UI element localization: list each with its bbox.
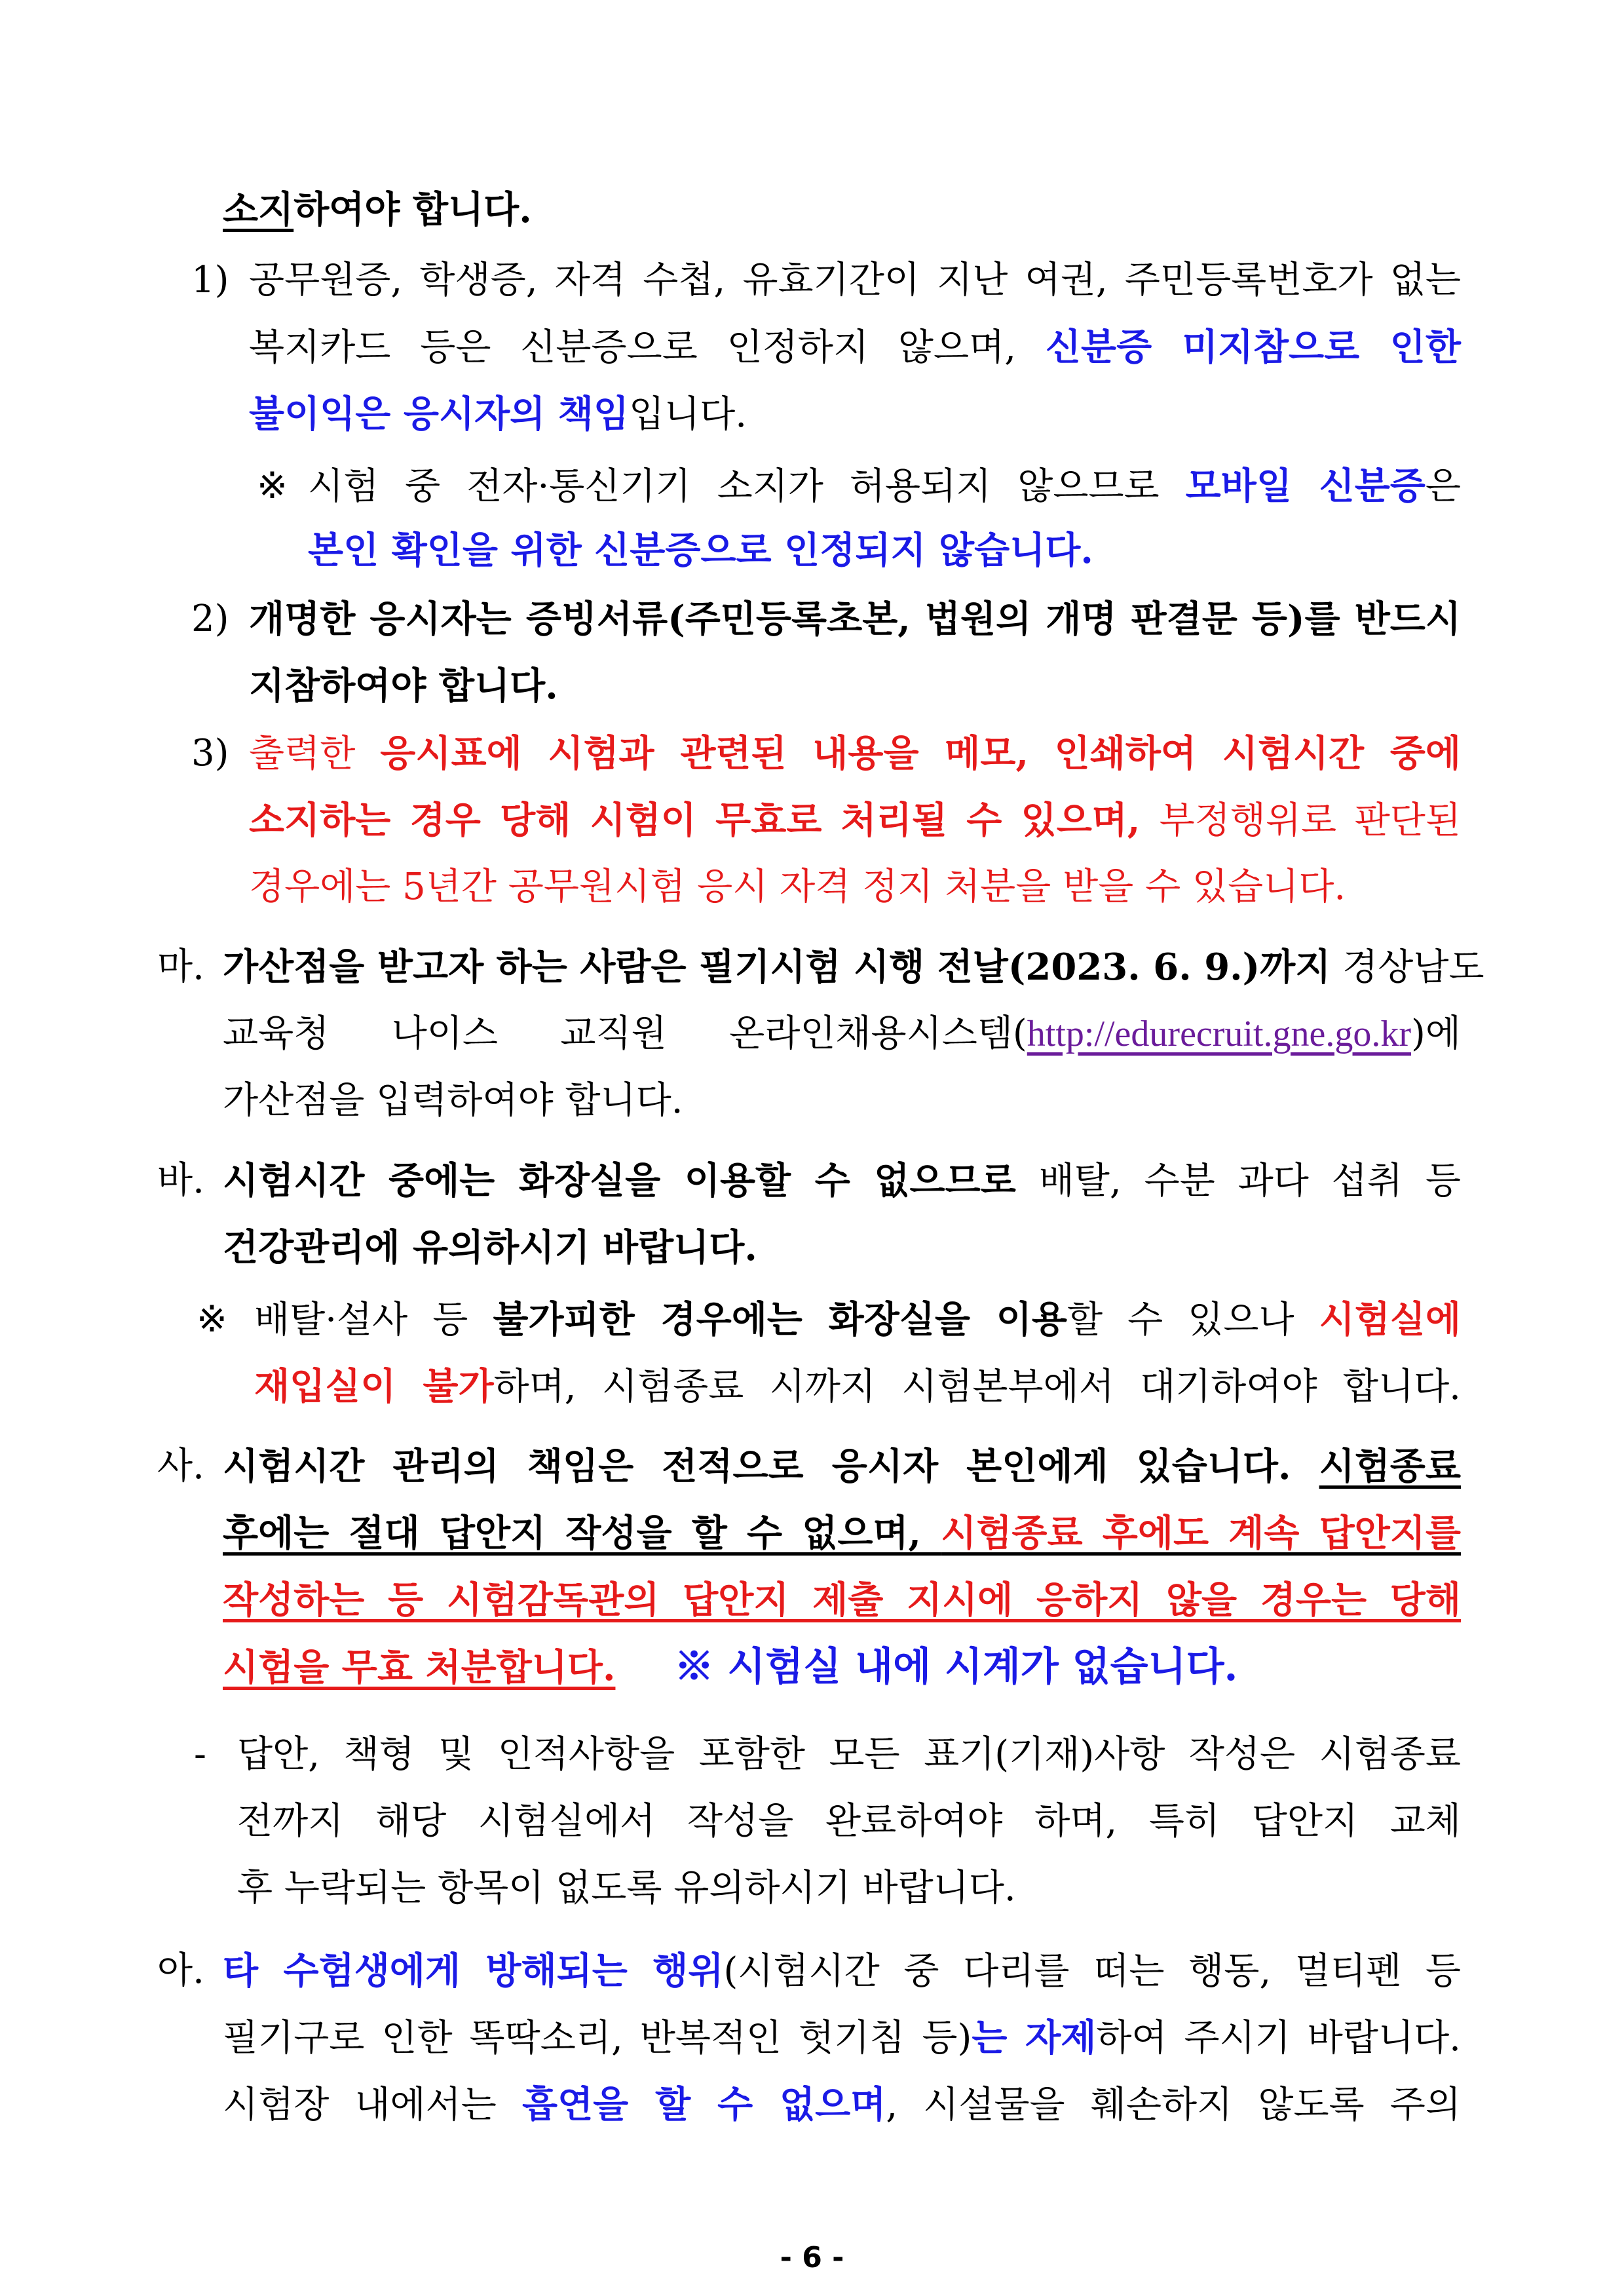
text-line: 지참하여야 합니다. bbox=[249, 664, 558, 708]
text-span: 할 수 있으나 bbox=[1067, 1299, 1319, 1341]
section-marker: 바. bbox=[157, 1159, 204, 1202]
text-line bbox=[249, 315, 1461, 380]
text-line bbox=[223, 1434, 1461, 1499]
text-span: 부정행위로 판단된 bbox=[1159, 799, 1461, 842]
text-span: 복지카드 등은 신분증으로 인정하지 않으며, bbox=[249, 326, 1046, 369]
highlight-red: 소지하는 경우 당해 시험이 무효로 처리될 수 있으며, bbox=[249, 799, 1160, 842]
text-line: 후 누락되는 항목이 없도록 유의하시기 바랍니다. bbox=[237, 1867, 1016, 1909]
text-line: 답안, 책형 및 인적사항을 포함한 모든 표기(기재)사항 작성은 시험종료 bbox=[237, 1733, 1461, 1776]
text-line: 본인 확인을 위한 신분증으로 인정되지 않습니다. bbox=[308, 529, 1093, 572]
underlined-text: 시험종료 bbox=[1319, 1445, 1461, 1488]
text-line bbox=[223, 1501, 1461, 1566]
highlight-blue: 흡연을 할 수 없으며 bbox=[521, 2083, 886, 2126]
text-span: 필기구로 인한 똑딱소리, 반복적인 헛기침 등) bbox=[223, 2017, 972, 2059]
text-line: 개명한 응시자는 증빙서류(주민등록초본, 법원의 개명 판결문 등)를 반드시 bbox=[249, 598, 1461, 641]
section-marker: 마. bbox=[157, 946, 204, 988]
text-line: 공무원증, 학생증, 자격 수첩, 유효기간이 지난 여권, 주민등록번호가 없는 bbox=[249, 259, 1461, 301]
section-marker: 사. bbox=[157, 1445, 204, 1487]
text-span: 배탈, 수분 과다 섭취 등 bbox=[1015, 1160, 1461, 1202]
item-marker: 1) bbox=[191, 259, 229, 301]
underlined-text: 후에는 절대 답안지 작성을 할 수 없으며, bbox=[223, 1512, 941, 1555]
text-line bbox=[223, 2072, 1461, 2137]
text-span: 배탈·설사 등 bbox=[254, 1299, 493, 1341]
text-span: 하여 주시기 바랍니다. bbox=[1096, 2017, 1461, 2059]
highlight-red: 응시표에 시험과 관련된 내용을 메모, 인쇄하여 시험시간 중에 bbox=[380, 732, 1461, 775]
highlight-blue: 는 자제 bbox=[972, 2016, 1097, 2059]
text-span: 입니다. bbox=[628, 393, 747, 436]
highlight-blue: 신분증 미지참으로 인한 bbox=[1045, 326, 1461, 369]
text-span: 시험장 내에서는 bbox=[223, 2084, 522, 2126]
text-line: 경우에는 5년간 공무원시험 응시 자격 정지 처분을 받을 수 있습니다. bbox=[249, 866, 1346, 908]
text-span: )에 bbox=[1411, 1012, 1461, 1055]
text-line bbox=[223, 1148, 1461, 1214]
text-line bbox=[254, 1287, 1461, 1352]
highlight-red: 시험실에 bbox=[1319, 1298, 1461, 1341]
text-line bbox=[223, 177, 532, 242]
highlight-blue: 모바일 신분증 bbox=[1185, 465, 1426, 508]
bold-text: 시험시간 중에는 화장실을 이용할 수 없으므로 bbox=[223, 1159, 1016, 1202]
text-span: 하며, 시험종료 시까지 시험본부에서 대기하여야 합니다. bbox=[493, 1366, 1461, 1408]
text-line bbox=[249, 788, 1461, 853]
text-span: 은 bbox=[1425, 465, 1461, 508]
highlight-red: 시험을 무효 처분합니다. bbox=[223, 1646, 616, 1689]
text-span: 경상남도 bbox=[1331, 946, 1484, 989]
highlight-red: 시험종료 후에도 계속 답안지를 bbox=[941, 1512, 1461, 1555]
item-marker: 2) bbox=[191, 598, 229, 640]
text-line: 가산점을 입력하여야 합니다. bbox=[223, 1079, 683, 1122]
text-line bbox=[249, 381, 747, 447]
text-line: 전까지 해당 시험실에서 작성을 완료하여야 하며, 특히 답안지 교체 bbox=[237, 1800, 1461, 1843]
clock-notice: ※ 시험실 내에 시계가 없습니다. bbox=[674, 1644, 1238, 1690]
text-line bbox=[249, 721, 1461, 786]
page-number: - 6 - bbox=[780, 2241, 844, 2274]
text-span: (시험시간 중 다리를 떠는 행동, 멀티펜 등 bbox=[723, 1950, 1461, 1993]
text-line bbox=[254, 1354, 1461, 1419]
note-marker: ※ bbox=[257, 465, 288, 507]
text-span: 시험 중 전자·통신기기 소지가 허용되지 않으므로 bbox=[308, 465, 1186, 508]
bold-text: 불가피한 경우에는 화장실을 이용 bbox=[493, 1298, 1067, 1341]
recruit-system-link[interactable]: http://edurecruit.gne.go.kr bbox=[1027, 1014, 1412, 1054]
section-marker: 아. bbox=[157, 1949, 204, 1992]
text-line bbox=[223, 1001, 1461, 1067]
highlight-red: 재입실이 불가 bbox=[254, 1365, 494, 1408]
bold-text: 시험시간 관리의 책임은 전적으로 응시자 본인에게 있습니다. bbox=[223, 1445, 1319, 1488]
text-span: 교육청 나이스 교직원 온라인채용시스템( bbox=[223, 1012, 1027, 1055]
text-span: 하여야 합니다. bbox=[293, 188, 532, 231]
text-line bbox=[223, 1938, 1461, 2004]
note-marker: ※ bbox=[197, 1298, 227, 1341]
text-line bbox=[223, 934, 1484, 1000]
text-line: 건강관리에 유의하시기 바랍니다. bbox=[223, 1226, 757, 1269]
text-span: , 시설물을 훼손하지 않도록 주의 bbox=[886, 2084, 1461, 2126]
text-span: 출력한 bbox=[249, 733, 381, 775]
text-line bbox=[223, 2005, 1461, 2071]
text-line bbox=[308, 453, 1461, 519]
highlight-blue: 타 수험생에게 방해되는 행위 bbox=[223, 1949, 724, 1993]
item-marker: 3) bbox=[191, 732, 229, 775]
bold-text: 가산점을 받고자 하는 사람은 필기시험 시행 전날(2023. 6. 9.)까지 bbox=[223, 946, 1331, 989]
underlined-text: 소지 bbox=[223, 188, 294, 231]
highlight-blue: 불이익은 응시자의 책임 bbox=[249, 392, 629, 436]
dash-marker: - bbox=[194, 1733, 206, 1776]
text-line: 작성하는 등 시험감독관의 답안지 제출 지시에 응하지 않을 경우는 당해 bbox=[223, 1578, 1461, 1622]
text-line bbox=[223, 1634, 1237, 1700]
